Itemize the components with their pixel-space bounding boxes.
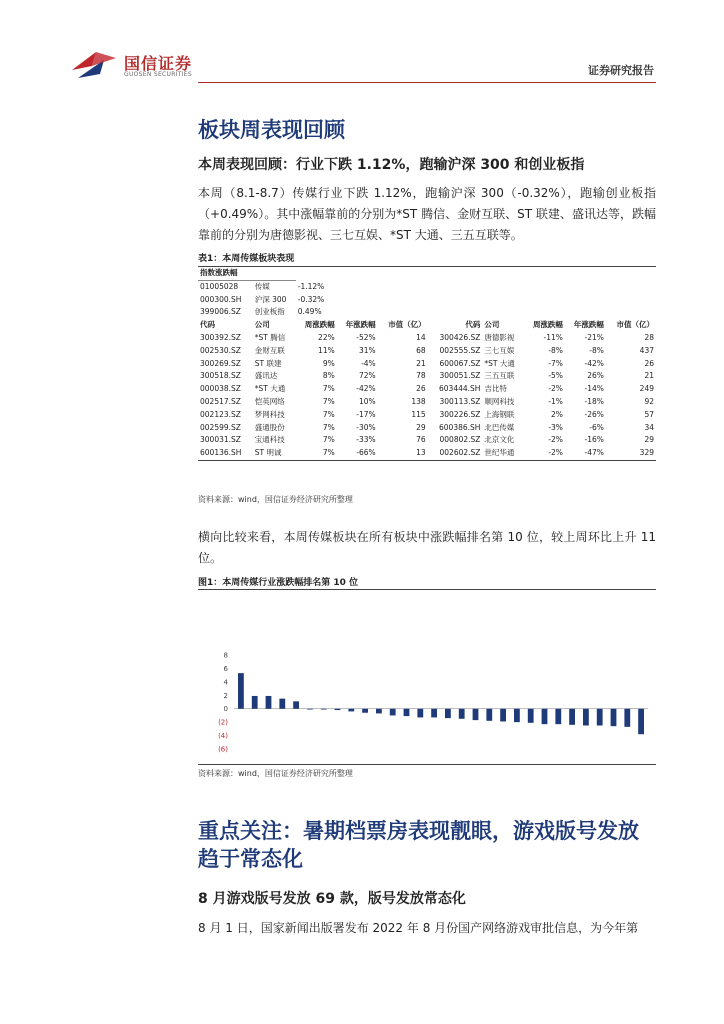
index-row	[198, 306, 656, 319]
table-cell: 三七互娱	[484, 345, 515, 355]
index-header: 指数涨跌幅	[198, 267, 296, 280]
index-name: 创业板指	[254, 307, 285, 317]
chart-bar	[473, 709, 479, 720]
table-cell: 7%	[322, 396, 335, 406]
table-cell: 600136.SH	[200, 448, 242, 458]
index-code: 01005028	[200, 281, 239, 291]
table-cell: 600386.SH	[439, 422, 481, 432]
table-cell: 002555.SZ	[439, 345, 481, 355]
table-cell: 顺网科技	[484, 396, 515, 406]
table-cell: 300426.SZ	[439, 332, 481, 342]
table-cell: 249	[639, 384, 654, 394]
table-cell: -8%	[589, 345, 604, 355]
table-cell: 002530.SZ	[200, 345, 241, 355]
section2-paragraph: 8 月 1 日，国家新闻出版署发布 2022 年 8 月份国产网络游戏审批信息，为今年第	[198, 921, 639, 935]
chart-bar	[500, 709, 506, 722]
index-change: -1.12%	[297, 281, 325, 291]
table-cell: 72%	[359, 371, 376, 381]
table-cell: -4%	[361, 358, 376, 368]
table-cell: 300051.SZ	[439, 371, 481, 381]
table-cell: 8%	[322, 371, 335, 381]
y-tick-label: 4	[223, 678, 228, 687]
chart-bar	[459, 709, 465, 719]
table-cell: 7%	[322, 448, 335, 458]
table-caption: 表1：本周传媒板块表现	[198, 254, 295, 264]
table-cell: 7%	[322, 409, 335, 419]
table-cell: 13	[416, 448, 426, 458]
chart-bar	[348, 709, 354, 712]
column-header: 周涨跌幅	[532, 320, 563, 330]
table-row	[198, 434, 656, 447]
industry-ranking-bar-chart	[198, 593, 656, 763]
table-cell: 26%	[587, 371, 604, 381]
table-cell: ST 明诚	[254, 448, 282, 458]
chart-bar	[404, 709, 410, 716]
table-cell: -21%	[584, 332, 604, 342]
table-cell: 上海钢联	[484, 409, 515, 419]
table-cell: 300113.SZ	[439, 396, 481, 406]
table-cell: 7%	[322, 422, 335, 432]
table-header-row	[198, 319, 656, 332]
table-cell: *ST 大通	[254, 384, 286, 394]
table-row	[198, 370, 656, 383]
sector-performance-table	[198, 266, 656, 461]
table-cell: -18%	[584, 396, 604, 406]
table-row	[198, 422, 656, 435]
chart-bar	[638, 709, 644, 735]
table-cell: 宝通科技	[254, 435, 285, 445]
chart-bar	[252, 696, 258, 709]
table-cell: 26	[416, 384, 426, 394]
table-cell: 34	[644, 422, 654, 432]
logo-mark-icon	[70, 48, 120, 84]
table-cell: 29	[644, 435, 654, 445]
chart-bar	[307, 709, 313, 710]
table-cell: -16%	[584, 435, 604, 445]
figure-top-rule	[198, 589, 656, 590]
chart-bar	[362, 709, 368, 713]
table-cell: 梦网科技	[254, 409, 285, 419]
table-cell: 10%	[359, 396, 376, 406]
table-cell: -17%	[356, 409, 376, 419]
table-cell: -47%	[584, 448, 604, 458]
table-cell: 000802.SZ	[439, 435, 481, 445]
y-tick-label: 0	[223, 705, 228, 714]
section1-title: 板块周表现回顾	[198, 118, 345, 142]
chart-bar	[583, 709, 589, 726]
table-row	[198, 409, 656, 422]
table-cell: -30%	[356, 422, 376, 432]
chart-bar	[555, 709, 561, 724]
table-cell: 北京文化	[484, 435, 515, 445]
table-cell: 600067.SZ	[439, 358, 481, 368]
table-cell: 000038.SZ	[200, 384, 241, 394]
table-row	[198, 332, 656, 345]
y-tick-label: (6)	[218, 745, 228, 754]
chart-bar	[376, 709, 382, 714]
chart-bar	[569, 709, 575, 725]
table-cell: 300031.SZ	[200, 435, 241, 445]
section1-paragraph: 本周（8.1-8.7）传媒行业下跌 1.12%，跑输沪深 300（-0.32%），跑输创业板指（+0.49%）。其中涨幅靠前的分别为*ST 腾信、金财互联、ST 联建、盛讯达等，跌幅靠前的分别为唐德影视、三七互娱、*ST 大通、三五互联等。	[198, 186, 656, 242]
table-cell: 唐德影视	[484, 332, 515, 342]
table-cell: -7%	[548, 358, 563, 368]
index-change: 0.49%	[297, 307, 322, 317]
section2-subtitle: 8 月游戏版号发放 69 款，版号发放常态化	[198, 891, 466, 907]
table-cell: -26%	[584, 409, 604, 419]
table-cell: 138	[411, 396, 426, 406]
table-cell: -11%	[543, 332, 563, 342]
table-cell: 北巴传媒	[484, 422, 515, 432]
table-cell: 603444.SH	[439, 384, 481, 394]
table-row	[198, 345, 656, 358]
table-cell: -42%	[584, 358, 604, 368]
chart-bar	[597, 709, 603, 726]
table-row	[198, 447, 656, 460]
column-header: 年涨跌幅	[345, 320, 376, 330]
y-tick-label: (4)	[218, 732, 228, 741]
y-tick-label: 2	[223, 691, 228, 700]
table-cell: -66%	[356, 448, 376, 458]
ranking-paragraph: 横向比较来看，本周传媒板块在所有板块中涨跌幅排名第 10 位，较上周环比上升 11 位。	[198, 530, 656, 565]
table-cell: 300226.SZ	[439, 409, 481, 419]
table-cell: ST 联建	[254, 358, 282, 368]
table-cell: 2%	[551, 409, 563, 419]
guosen-logo	[70, 48, 220, 84]
table-cell: -42%	[356, 384, 376, 394]
table-cell: 盛讯达	[254, 371, 278, 381]
chart-bar	[293, 701, 299, 708]
column-header: 市值（亿）	[388, 320, 426, 330]
figure-caption: 图1：本周传媒行业涨跌幅排名第 10 位	[198, 578, 359, 588]
table-cell: -3%	[548, 422, 563, 432]
table-cell: 盛通股份	[254, 422, 285, 432]
chart-bar	[514, 709, 520, 722]
table-cell: 002517.SZ	[200, 396, 241, 406]
index-name: 沪深 300	[254, 294, 287, 304]
table-cell: 92	[644, 396, 654, 406]
logo-name-en: GUOSEN SECURITIES	[124, 71, 193, 78]
table-cell: 300392.SZ	[200, 332, 241, 342]
table-cell: 78	[416, 371, 426, 381]
table-cell: *ST 腾信	[254, 332, 286, 342]
chart-bar	[528, 709, 534, 723]
table-cell: 57	[644, 409, 654, 419]
table-cell: 14	[416, 332, 426, 342]
table-cell: 世纪华通	[484, 448, 515, 458]
column-header: 代码	[465, 320, 481, 330]
index-code: 399006.SZ	[200, 307, 241, 317]
section1-subtitle: 本周表现回顾：行业下跌 1.12%，跑输沪深 300 和创业板指	[198, 157, 585, 173]
table-cell: -33%	[356, 435, 376, 445]
table-cell: 21	[644, 371, 654, 381]
chart-bar	[417, 709, 423, 718]
table-source: 资料来源：wind，国信证券经济研究所整理	[198, 495, 353, 504]
table-cell: 002599.SZ	[200, 422, 241, 432]
index-code: 000300.SH	[200, 294, 242, 304]
chart-bar	[611, 709, 617, 726]
column-header: 年涨跌幅	[573, 320, 604, 330]
index-header-row	[198, 267, 656, 280]
page-header	[0, 0, 724, 95]
table-cell: 吉比特	[484, 384, 507, 394]
table-cell: *ST 大通	[484, 358, 515, 368]
chart-bar	[279, 699, 285, 709]
table-cell: 7%	[322, 435, 335, 445]
column-header: 周涨跌幅	[304, 320, 335, 330]
table-cell: 002123.SZ	[200, 409, 241, 419]
chart-bar	[266, 696, 272, 709]
table-cell: 21	[416, 358, 426, 368]
table-cell: 002602.SZ	[439, 448, 481, 458]
table-cell: -14%	[584, 384, 604, 394]
table-cell: 三五互联	[484, 371, 515, 381]
table-cell: 22%	[318, 332, 335, 342]
y-tick-label: 6	[223, 664, 228, 673]
chart-bar	[431, 709, 437, 718]
index-change: -0.32%	[297, 294, 325, 304]
figure-bottom-rule	[198, 764, 656, 765]
table-cell: 恺英网络	[254, 396, 285, 406]
column-header: 公司	[254, 320, 270, 330]
header-divider	[198, 82, 656, 83]
table-cell: 26	[644, 358, 654, 368]
table-cell: 115	[411, 409, 426, 419]
section2-title: 重点关注：暑期档票房表现靓眼，游戏版号发放趋于常态化	[198, 819, 639, 871]
index-row	[198, 280, 656, 293]
table-cell: 68	[416, 345, 426, 355]
table-cell: -2%	[548, 384, 563, 394]
report-type-label: 证券研究报告	[588, 64, 654, 77]
logo-name-cn: 国信证券	[124, 54, 193, 73]
table-cell: 29	[416, 422, 426, 432]
index-row	[198, 294, 656, 307]
table-cell: 9%	[322, 358, 335, 368]
table-cell: 329	[639, 448, 654, 458]
chart-bar	[624, 709, 630, 727]
chart-bar	[390, 709, 396, 716]
table-cell: 11%	[318, 345, 335, 355]
chart-bar	[486, 709, 492, 721]
table-cell: 76	[416, 435, 426, 445]
chart-bar	[445, 709, 451, 718]
table-cell: -6%	[589, 422, 604, 432]
chart-bar	[238, 673, 244, 709]
table-cell: 437	[639, 345, 654, 355]
table-cell: -5%	[548, 371, 563, 381]
table-row	[198, 383, 656, 396]
column-header: 市值（亿）	[616, 320, 654, 330]
table-cell: 7%	[322, 384, 335, 394]
table-cell: -1%	[548, 396, 563, 406]
table-row	[198, 396, 656, 409]
chart-bar	[321, 709, 327, 710]
table-cell: 300269.SZ	[200, 358, 241, 368]
figure-source: 资料来源：wind，国信证券经济研究所整理	[198, 769, 353, 778]
chart-bar	[542, 709, 548, 724]
y-tick-label: (2)	[218, 718, 228, 727]
index-name: 传媒	[254, 281, 270, 291]
chart-bar	[335, 709, 341, 710]
column-header: 公司	[484, 320, 500, 330]
table-cell: -2%	[548, 448, 563, 458]
table-cell: 28	[644, 332, 654, 342]
table-cell: -8%	[548, 345, 563, 355]
y-tick-label: 8	[223, 651, 228, 660]
table-row	[198, 358, 656, 371]
table-cell: 金财互联	[254, 345, 285, 355]
table-cell: -2%	[548, 435, 563, 445]
table-cell: 300518.SZ	[200, 371, 241, 381]
table-cell: -52%	[356, 332, 376, 342]
table-cell: 31%	[359, 345, 376, 355]
column-header: 代码	[200, 320, 215, 330]
